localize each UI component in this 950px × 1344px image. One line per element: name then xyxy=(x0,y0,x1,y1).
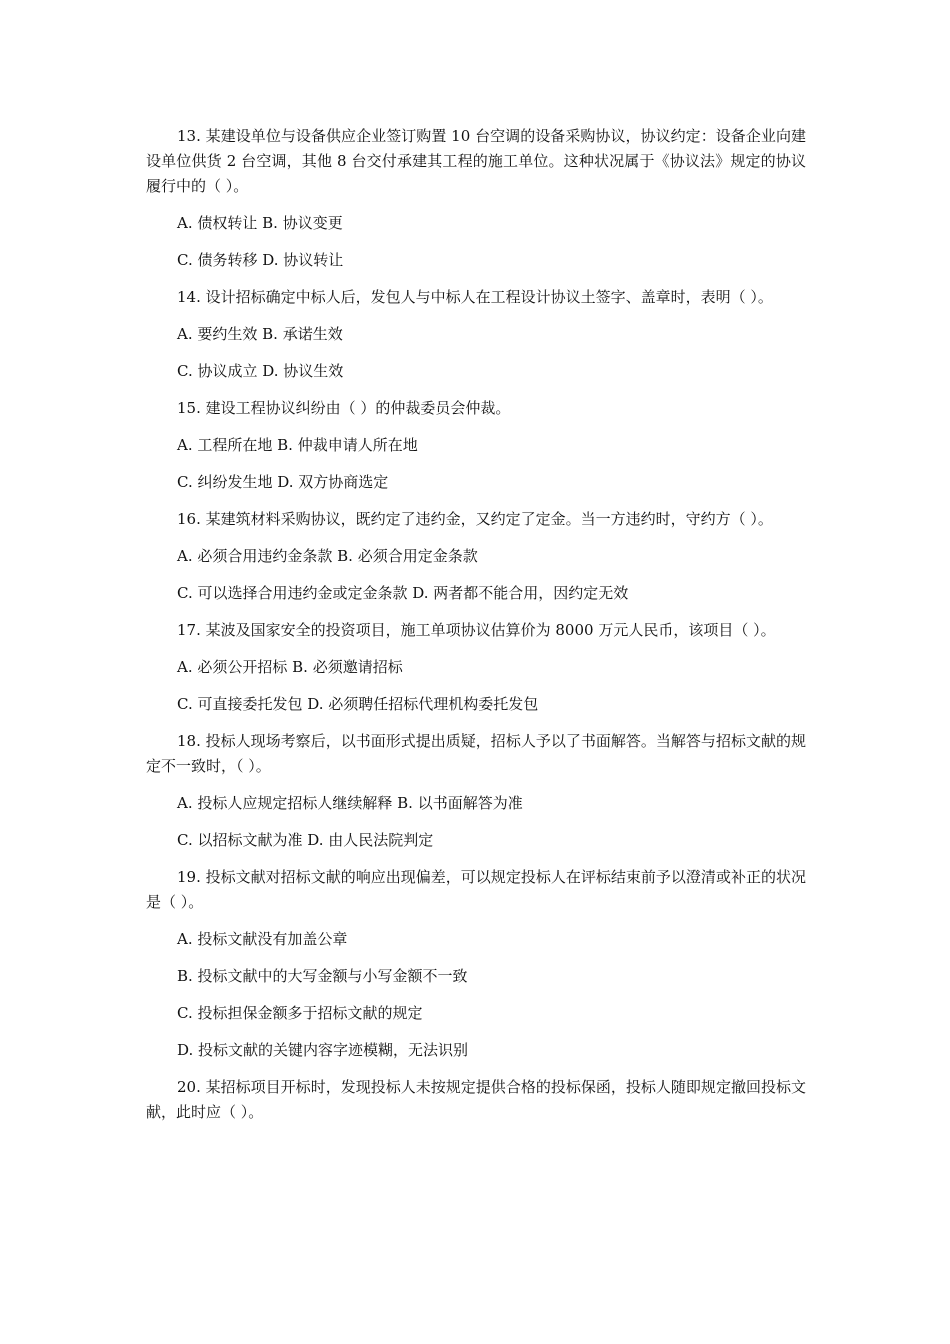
question-14-stem: 14. 设计招标确定中标人后，发包人与中标人在工程设计协议土签字、盖章时，表明（ ）。 xyxy=(177,288,773,306)
question-18-option-line-2: C. 以招标文献为准 D. 由人民法院判定 xyxy=(177,831,434,849)
question-19-stem: 19. 投标文献对招标文献的响应出现偏差，可以规定投标人在评标结束前予以澄清或补正的状况是（ ）。 xyxy=(146,868,806,911)
question-14-option-line-2: C. 协议成立 D. 协议生效 xyxy=(177,362,344,380)
question-15-option-line-2: C. 纠纷发生地 D. 双方协商选定 xyxy=(177,473,389,491)
question-13-option-line-1: A. 债权转让 B. 协议变更 xyxy=(177,214,343,232)
question-19-option-d: D. 投标文献的关键内容字迹模糊，无法识别 xyxy=(177,1041,469,1059)
question-17-stem: 17. 某波及国家安全的投资项目，施工单项协议估算价为 8000 万元人民币，该项目（ ）。 xyxy=(177,621,776,639)
question-18-stem: 18. 投标人现场考察后，以书面形式提出质疑，招标人予以了书面解答。当解答与招标文献的规定不一致时，（ ）。 xyxy=(146,732,806,775)
question-13-option-line-2: C. 债务转移 D. 协议转让 xyxy=(177,251,344,269)
question-16-option-line-1: A. 必须合用违约金条款 B. 必须合用定金条款 xyxy=(177,547,478,565)
question-19-option-b: B. 投标文献中的大写金额与小写金额不一致 xyxy=(177,967,468,985)
question-18-option-line-1: A. 投标人应规定招标人继续解释 B. 以书面解答为准 xyxy=(177,794,523,812)
question-13-stem: 13. 某建设单位与设备供应企业签订购置 10 台空调的设备采购协议，协议约定：设备企业向建设单位供货 2 台空调，其他 8 台交付承建其工程的施工单位。这种状况属于《协议法》规定的协议履行中的（ ）。 xyxy=(146,127,806,195)
document-page xyxy=(146,124,806,1137)
question-17-option-line-2: C. 可直接委托发包 D. 必须聘任招标代理机构委托发包 xyxy=(177,695,539,713)
question-19-option-a: A. 投标文献没有加盖公章 xyxy=(177,930,348,948)
question-17-option-line-1: A. 必须公开招标 B. 必须邀请招标 xyxy=(177,658,403,676)
question-16-stem: 16. 某建筑材料采购协议，既约定了违约金，又约定了定金。当一方违约时，守约方（ ）。 xyxy=(177,510,773,528)
question-16-option-line-2: C. 可以选择合用违约金或定金条款 D. 两者都不能合用，因约定无效 xyxy=(177,584,629,602)
question-15-stem: 15. 建设工程协议纠纷由（ ）的仲裁委员会仲裁。 xyxy=(177,399,511,417)
question-19-option-c: C. 投标担保金额多于招标文献的规定 xyxy=(177,1004,423,1022)
question-14-option-line-1: A. 要约生效 B. 承诺生效 xyxy=(177,325,343,343)
question-15-option-line-1: A. 工程所在地 B. 仲裁申请人所在地 xyxy=(177,436,418,454)
question-20-stem: 20. 某招标项目开标时，发现投标人未按规定提供合格的投标保函，投标人随即规定撤回投标文献，此时应（ ）。 xyxy=(146,1078,806,1121)
